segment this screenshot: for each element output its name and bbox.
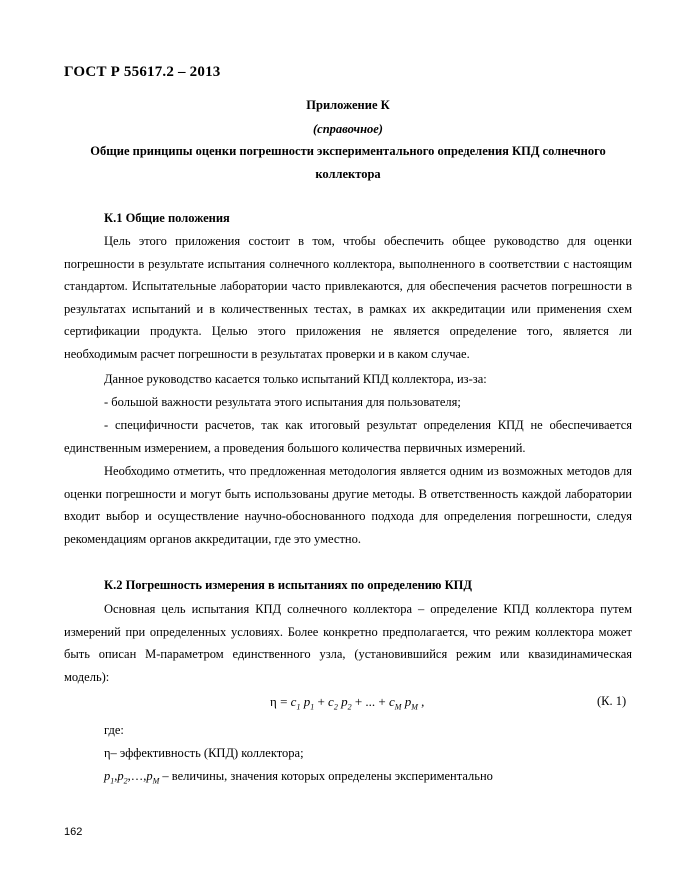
definition-p — [104, 769, 493, 786]
formula-p2: p — [341, 694, 348, 709]
page-number: 162 — [64, 826, 83, 838]
appendix-label: Приложение К — [306, 98, 390, 112]
formula-plus: + — [351, 694, 366, 709]
formula-number: (К. 1) — [597, 694, 627, 708]
appendix-title-line2: коллектора — [315, 167, 381, 181]
definition-p-sub: M — [152, 776, 160, 786]
appendix-status: (справочное) — [313, 122, 383, 136]
section2-paragraph-1: Основная цель испытания КПД солнечного коллектора – определение КПД коллектора путем измерений при определенных условиях. Более конкретно предполагается, что режим коллектора может быть описан М-параметром единственного узла, (установившийся режим или квазидинамическая модель): — [64, 602, 632, 684]
formula-sub: M — [394, 702, 402, 712]
formula-sub: 1 — [296, 702, 301, 712]
formula-sub: 1 — [310, 702, 315, 712]
formula-dots: ... — [365, 694, 376, 709]
section1-bullet-2: - специфичности расчетов, так как итоговый результат определения КПД не обеспечивается единственным измерением, а проведения большого количества первичных измерений. — [64, 418, 632, 455]
section1-paragraph-3: Необходимо отметить, что предложенная методология является одним из возможных методов для оценки погрешности и могут быть использованы другие методы. В ответственность каждой лаборатории входит выбор и осуществление научно-обоснованного подхода для определения погрешности, следуя рекомендациям органов аккредитации, где это уместно. — [64, 464, 632, 546]
definition-eta-text: – эффективность (КПД) коллектора; — [110, 746, 304, 760]
formula-cM: c — [389, 694, 395, 709]
definition-p-symbol: p — [117, 769, 124, 783]
definition-sep: ,…, — [127, 769, 147, 783]
definition-sep: , — [114, 769, 118, 783]
formula-sub: 2 — [347, 702, 352, 712]
definition-p-sub: 2 — [123, 776, 128, 786]
document-header: ГОСТ Р 55617.2 – 2013 — [64, 64, 221, 80]
section1-paragraph-2: Данное руководство касается только испытаний КПД коллектора, из-за: — [104, 372, 487, 386]
formula-pM: p — [404, 694, 412, 709]
section1-bullet-1: - большой важности результата этого испытания для пользователя; — [104, 395, 461, 409]
definition-eta-symbol: η — [104, 746, 111, 760]
definition-p-symbol: p — [146, 769, 153, 783]
formula-c2: c — [328, 694, 334, 709]
formula-plus: + — [314, 694, 329, 709]
section2-heading: К.2 Погрешность измерения в испытаниях по определению КПД — [104, 578, 472, 592]
formula-k1 — [270, 694, 424, 712]
definition-eta — [104, 746, 304, 761]
definition-p-text: – величины, значения которых определены экспериментально — [159, 769, 493, 783]
formula-plus: + — [375, 694, 389, 709]
formula-tail: , — [417, 694, 425, 709]
formula-sub: M — [411, 702, 418, 712]
appendix-title-line1: Общие принципы оценки погрешности экспериментального определения КПД солнечного — [90, 144, 606, 158]
formula-equals: = — [276, 694, 291, 709]
formula-p1: p — [303, 694, 311, 709]
where-label: где: — [104, 723, 124, 737]
definition-p-symbol: p — [104, 769, 111, 783]
formula-eta: η — [270, 694, 277, 709]
formula-c1: c — [290, 694, 297, 709]
definition-p-sub: 1 — [110, 776, 115, 786]
formula-sub: 2 — [333, 702, 338, 712]
section1-heading: К.1 Общие положения — [104, 211, 230, 225]
section1-paragraph-1: Цель этого приложения состоит в том, чтобы обеспечить общее руководство для оценки погрешности в результате испытания солнечного коллектора, выполненного в соответствии с настоящим стандартом. Испытательные лаборатории часто привлекаются, для обеспечения расчетов погрешности в результатах испытаний и в количественных тестах, в рамках их аккредитации или применения схем сертификации продукта. Целью этого приложения не является определение того, является ли необходимым расчет погрешности в результатах проверки и в каком случае. — [64, 234, 632, 361]
